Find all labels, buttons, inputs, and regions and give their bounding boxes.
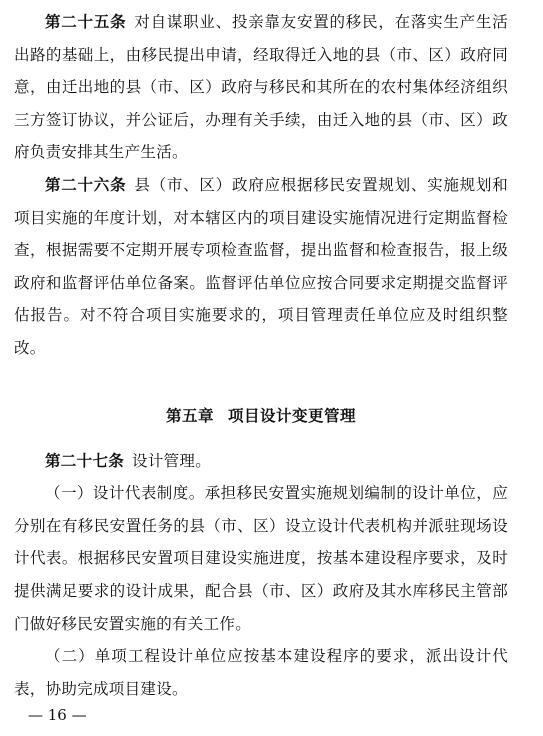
article-27-heading: 第二十七条	[45, 451, 125, 470]
chapter-title: 项目设计变更管理	[228, 406, 357, 425]
article-25-paragraph	[14, 6, 508, 169]
article-26-paragraph	[14, 169, 508, 365]
clause-2-paragraph	[14, 640, 508, 705]
article-27-paragraph	[14, 445, 508, 478]
chapter-number: 第五章	[165, 406, 214, 425]
chapter-heading	[14, 388, 508, 445]
article-26-text: 县（市、区）政府应根据移民安置规划、实施规划和项目实施的年度计划，对本辖区内的项目建设实施情况进行定期监督检查，根据需要不定期开展专项检查监督，提出监督和检查报告，报上级政府和监督评估单位备案。监督评估单位应按合同要求定期提交监督评估报告。对不符合项目实施要求的，项目管理责任单位应及时组织整改。	[14, 175, 508, 357]
document-page	[14, 6, 508, 705]
article-26-heading: 第二十六条	[45, 175, 127, 194]
article-25-text: 对自谋职业、投亲靠友安置的移民，在落实生产生活出路的基础上，由移民提出申请，经取得迁入地的县（市、区）政府同意，由迁出地的县（市、区）政府与移民和其所在的农村集体经济组织三方签订协议，并公证后，办理有关手续，由迁入地的县（市、区）政府负责安排其生产生活。	[14, 13, 508, 162]
page-number: — 16 —	[28, 706, 87, 724]
article-27-text: 设计管理。	[132, 451, 212, 470]
clause-1-paragraph	[14, 477, 508, 640]
clause-1-text: （一）设计代表制度。承担移民安置实施规划编制的设计单位，应分别在有移民安置任务的县（市、区）设立设计代表机构并派驻现场设计代表。根据移民安置项目建设实施进度，按基本建设程序要求，及时提供满足要求的设计成果，配合县（市、区）政府及其水库移民主管部门做好移民安置实施的有关工作。	[14, 484, 508, 633]
clause-2-text: （二）单项工程设计单位应按基本建设程序的要求，派出设计代表，协助完成项目建设。	[14, 647, 508, 698]
article-25-heading: 第二十五条	[45, 13, 127, 31]
